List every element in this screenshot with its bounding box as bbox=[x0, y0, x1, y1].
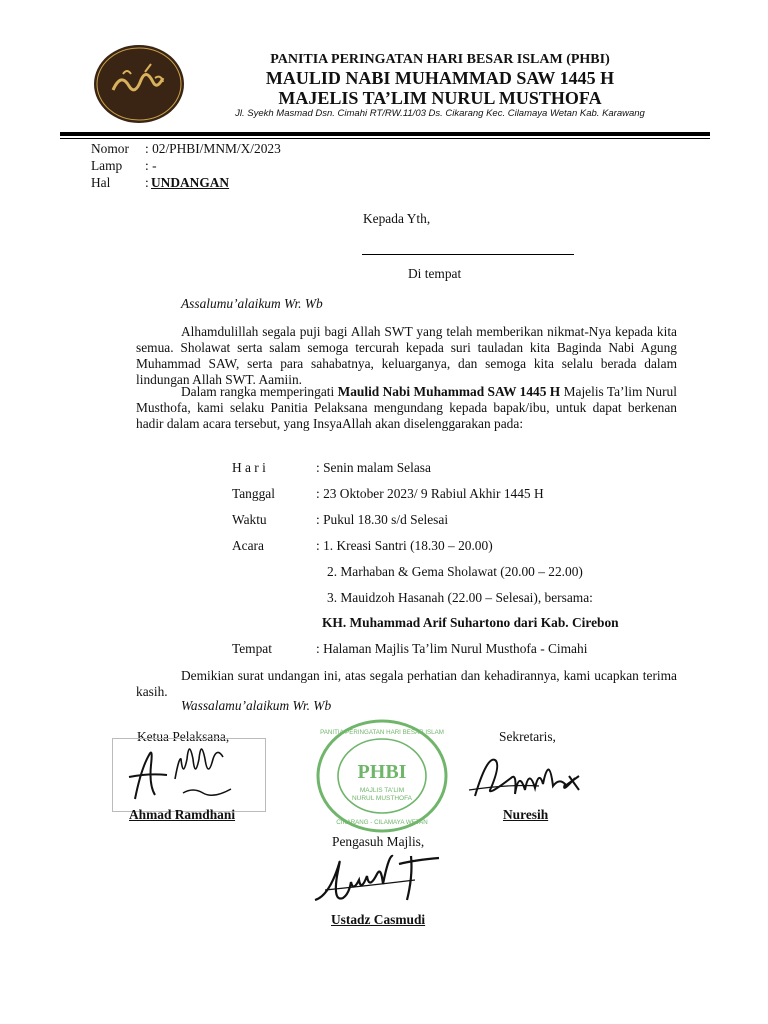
header-organization: MAJELIS TA’LIM NURUL MUSTHOFA bbox=[278, 88, 602, 108]
waktu-value: : Pukul 18.30 s/d Selesai bbox=[316, 512, 449, 527]
tanggal-label: Tanggal bbox=[232, 486, 275, 501]
acara-item-3: 3. Mauidzoh Hasanah (22.00 – Selesai), bersama: bbox=[327, 590, 593, 605]
paragraph-invitation-bold: Maulid Nabi Muhammad SAW 1445 H bbox=[337, 384, 561, 399]
phbi-stamp bbox=[315, 718, 449, 834]
sekretaris-signature bbox=[465, 746, 595, 808]
recipient-location: Di tempat bbox=[408, 266, 462, 281]
hari-label: H a r i bbox=[232, 460, 266, 475]
acara-label: Acara bbox=[232, 538, 264, 553]
ketua-name: Ahmad Ramdhani bbox=[129, 807, 236, 822]
stamp-line-1: MAJLIS TA'LIM bbox=[359, 787, 405, 794]
stamp-center-text: PHBI bbox=[357, 761, 407, 783]
header-address: Jl. Syekh Masmad Dsn. Cimahi RT/RW.11/03 Ds. Cikarang Kec. Cilamaya Wetan Kab. Karawang bbox=[235, 108, 645, 119]
hal-label: Hal bbox=[91, 175, 111, 190]
paragraph-closing bbox=[136, 668, 677, 700]
closing-salam: Wassalamu’alaikum Wr. Wb bbox=[181, 698, 332, 713]
recipient-greeting: Kepada Yth, bbox=[363, 211, 431, 226]
paragraph-invitation bbox=[136, 384, 677, 432]
nomor-value: : 02/PHBI/MNM/X/2023 bbox=[145, 141, 281, 156]
paragraph-invitation-pre: Dalam rangka memperingati bbox=[181, 384, 335, 399]
paragraph-opening bbox=[136, 324, 677, 388]
hal-value: UNDANGAN bbox=[151, 175, 230, 190]
paragraph-invitation-post: Majelis Ta’lim Nurul Musthofa, kami selaku Panitia Pelaksana mengundang kepada bapak/ibu, untuk dapat berkenan hadir dalam acara tersebut, yang InsyaAllah akan diselenggarakan pada: bbox=[136, 384, 677, 431]
tanggal-value: : 23 Oktober 2023/ 9 Rabiul Akhir 1445 H bbox=[316, 486, 544, 501]
header-divider-thick bbox=[60, 132, 710, 136]
lamp-value: : - bbox=[145, 158, 157, 173]
sekretaris-name: Nuresih bbox=[503, 807, 549, 822]
acara-item-2: 2. Marhaban & Gema Sholawat (20.00 – 22.00) bbox=[327, 564, 583, 579]
ketua-signature bbox=[112, 738, 266, 812]
ketua-title: Ketua Pelaksana, bbox=[137, 729, 230, 744]
pengasuh-title: Pengasuh Majlis, bbox=[332, 834, 425, 849]
hari-value: : Senin malam Selasa bbox=[316, 460, 431, 475]
recipient-blank-line bbox=[362, 254, 574, 255]
header-committee: PANITIA PERINGATAN HARI BESAR ISLAM (PHBI) bbox=[270, 52, 610, 67]
sekretaris-title: Sekretaris, bbox=[499, 729, 556, 744]
acara-item-1: : 1. Kreasi Santri (18.30 – 20.00) bbox=[316, 538, 493, 553]
header-event-title: MAULID NABI MUHAMMAD SAW 1445 H bbox=[265, 68, 615, 88]
nomor-label: Nomor bbox=[91, 141, 129, 156]
waktu-label: Waktu bbox=[232, 512, 267, 527]
stamp-ring-bottom: CIKARANG - CILAMAYA WETAN bbox=[336, 819, 428, 826]
tempat-label: Tempat bbox=[232, 641, 272, 656]
hal-colon: : bbox=[145, 175, 149, 190]
stamp-ring-top: PANITIA PERINGATAN HARI BESAR ISLAM bbox=[320, 729, 444, 736]
header-divider-thin bbox=[60, 138, 710, 139]
pengasuh-name: Ustadz Casmudi bbox=[331, 912, 426, 927]
opening-salam: Assalumu’alaikum Wr. Wb bbox=[181, 296, 323, 311]
organization-logo bbox=[93, 44, 185, 124]
paragraph-closing-text: Demikian surat undangan ini, atas segala perhatian dan kehadirannya, kami ucapkan terima kasih. bbox=[136, 668, 677, 699]
tempat-value: : Halaman Majlis Ta’lim Nurul Musthofa - Cimahi bbox=[316, 641, 588, 656]
pengasuh-signature bbox=[307, 850, 447, 912]
paragraph-opening-text: Alhamdulillah segala puji bagi Allah SWT yang telah memberikan nikmat-Nya kepada kita semua. Sholawat serta salam semoga tercurah kepada suri tauladan kita Baginda Nabi Agung Muhammad SAW, serta para sahabatnya, keluarganya, dan semoga kita selalu berada dalam lindungan Allah SWT. Aamiin. bbox=[136, 324, 677, 387]
speaker-name: KH. Muhammad Arif Suhartono dari Kab. Cirebon bbox=[322, 615, 619, 630]
lamp-label: Lamp bbox=[91, 158, 123, 173]
stamp-line-2: NURUL MUSTHOFA bbox=[351, 795, 413, 802]
